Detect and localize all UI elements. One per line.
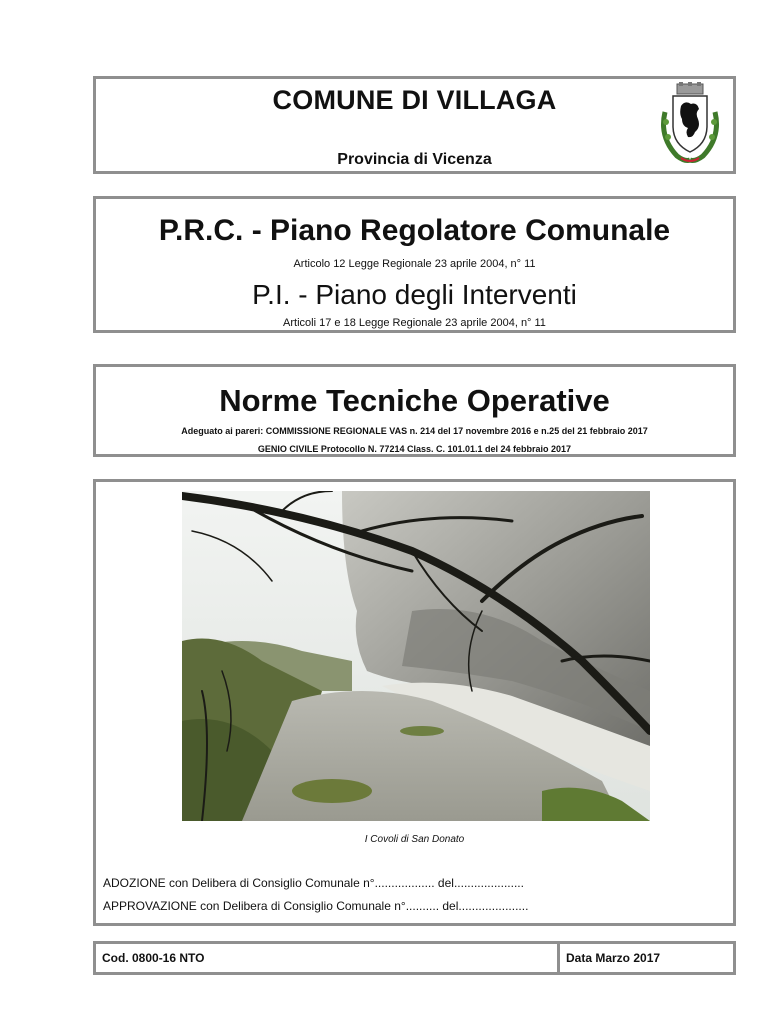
approvazione-line: APPROVAZIONE con Delibera di Consiglio Comunale n°.......... del..................... — [103, 899, 529, 913]
prc-title: P.R.C. - Piano Regolatore Comunale — [158, 214, 671, 247]
norme-title: Norme Tecniche Operative — [219, 383, 610, 418]
document-date: Data Marzo 2017 — [566, 951, 661, 965]
photo-box — [93, 479, 736, 926]
landscape-photo — [182, 491, 650, 821]
document-code: Cod. 0800-16 NTO — [96, 944, 560, 972]
footer-table — [93, 941, 736, 975]
norme-pareri-line: Adeguato ai pareri: COMMISSIONE REGIONALE VAS n. 214 del 17 novembre 2016 e n.25 del 21 febbraio 2017 — [181, 426, 648, 436]
norme-box — [93, 364, 736, 457]
prc-subtitle: Articolo 12 Legge Regionale 23 aprile 2004, n° 11 — [293, 258, 536, 270]
pi-subtitle: Articoli 17 e 18 Legge Regionale 23 aprile 2004, n° 11 — [283, 317, 546, 329]
provincia-label: Provincia di Vicenza — [337, 151, 492, 168]
photo-caption: I Covoli di San Donato — [364, 834, 465, 845]
pi-title: P.I. - Piano degli Interventi — [252, 279, 577, 310]
plan-box — [93, 196, 736, 333]
adozione-line: ADOZIONE con Delibera di Consiglio Comunale n°.................. del..................... — [103, 876, 524, 890]
header-box — [93, 76, 736, 174]
norme-genio-civile-line: GENIO CIVILE Protocollo N. 77214 Class. C. 101.01.1 del 24 febbraio 2017 — [257, 444, 572, 454]
comune-title: COMUNE DI VILLAGA — [272, 85, 557, 115]
coat-of-arms-icon — [655, 82, 725, 166]
